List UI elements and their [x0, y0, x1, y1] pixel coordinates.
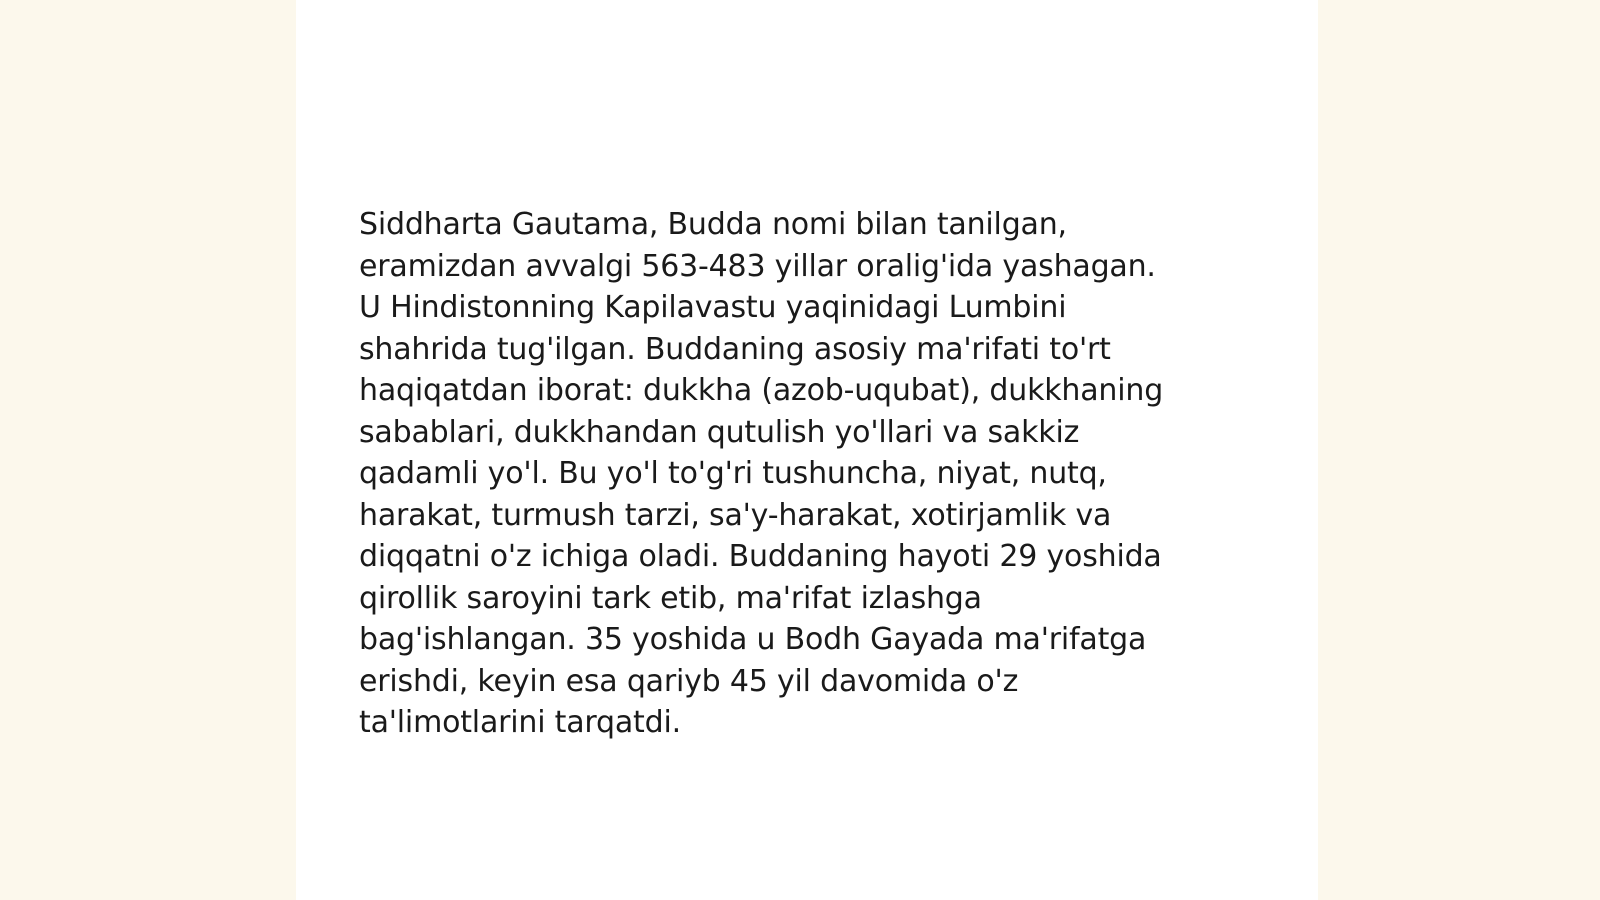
right-margin-panel: [1318, 0, 1600, 900]
document-page: [296, 0, 1318, 900]
left-margin-panel: [0, 0, 296, 900]
body-paragraph: Siddharta Gautama, Budda nomi bilan tanilgan, eramizdan avvalgi 563-483 yillar oralig'ida yashagan. U Hindistonning Kapilavastu yaqinidagi Lumbini shahrida tug'ilgan. Buddaning asosiy ma'rifati to'rt haqiqatdan iborat: dukkha (azob-uqubat), dukkhaning sabablari, dukkhandan qutulish yo'llari va sakkiz qadamli yo'l. Bu yo'l to'g'ri tushuncha, niyat, nutq, harakat, turmush tarzi, sa'y-harakat, xotirjamlik va diqqatni o'z ichiga oladi. Buddaning hayoti 29 yoshida qirollik saroyini tark etib, ma'rifat izlashga bag'ishlangan. 35 yoshida u Bodh Gayada ma'rifatga erishdi, keyin esa qariyb 45 yil davomida o'z ta'limotlarini tarqatdi.: [359, 207, 1164, 740]
